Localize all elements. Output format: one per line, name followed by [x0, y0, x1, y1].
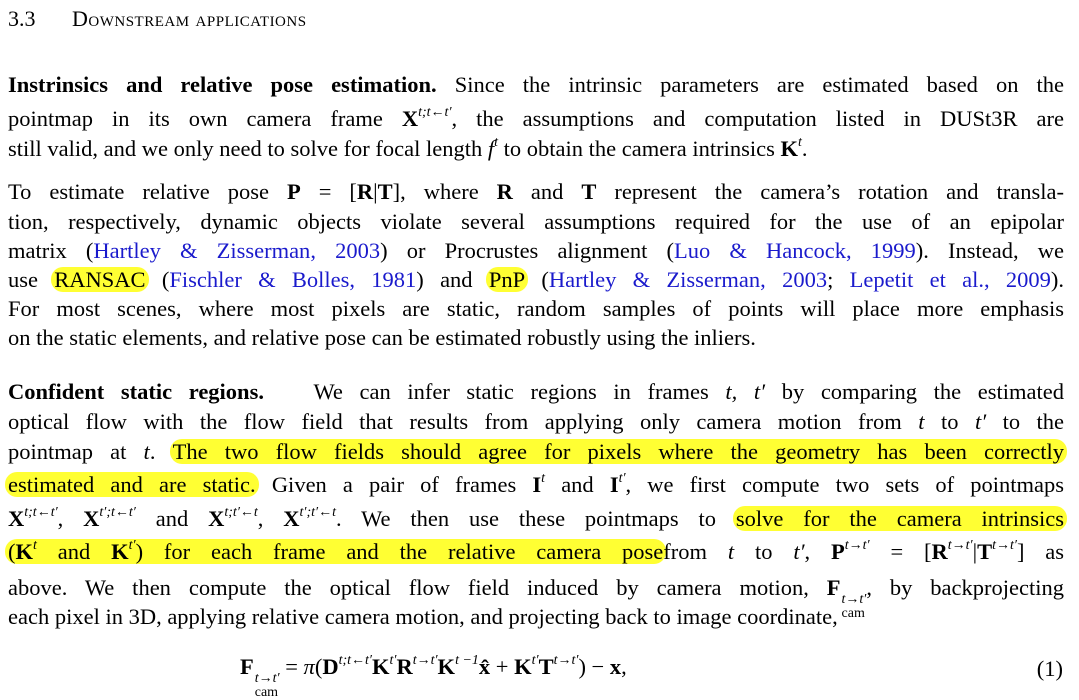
equation-1: F t→t′ cam = $\pi(D^{t;t\leftarrow t'}K^{t'}R^{t\to t'}K^{t -1}x̂ + K^{t'}T^{t\to t'}) - x$, — [240, 653, 627, 700]
section-number: 3.3 — [8, 6, 36, 31]
cite-lepetit[interactable]: Lepetit et al., 2009 — [849, 267, 1051, 292]
highlight-solve-intrinsics-1[interactable]: solve for the camera intrinsics — [733, 506, 1067, 531]
section-heading — [8, 6, 307, 32]
cite-luo-hancock[interactable]: Luo & Hancock, 1999 — [674, 238, 916, 263]
p2-line-6: on the static elements, and relative pose can be estimated robustly using the inliers. — [8, 325, 756, 350]
p3-line-5: $X^{t;t\leftarrow t'}$, $X^{t';t\leftarrow t'}$ and $X^{t;t'\leftarrow t}$, $X^{t';t'\leftarrow t}$. We then use these pointmaps to solve for the camera intrinsics — [8, 504, 1064, 534]
p3-line-2: optical flow with the flow field that results from applying only camera motion from t to t′ to the — [8, 409, 1065, 434]
section-title: Downstream applications — [72, 6, 307, 31]
p3-line-6: ($K^t$ and $K^{t'}$) for each frame and the relative camera posefrom t to t′, $P^{t\to t'} = [R^{t\to t'}|T^{t\to t'}]$ as — [8, 537, 1064, 567]
highlight-solve-intrinsics-2[interactable]: ($K^t$ and $K^{t'}$) for each frame and the relative camera pose — [5, 539, 666, 564]
p3-line-4: estimated and are static. Given a pair of frames $I^t$ and $I^{t'}$, we first compute two sets of pointmaps — [8, 470, 1064, 500]
equation-number: (1) — [1036, 656, 1063, 681]
p2-line-4: use RANSAC (Fischler & Bolles, 1981) and PnP (Hartley & Zisserman, 2003; Lepetit et al., 2009). — [8, 267, 1065, 292]
cite-hartley-zisserman[interactable]: Hartley & Zisserman, 2003 — [93, 238, 381, 263]
p1-heading: Instrinsics and relative pose estimation. — [8, 72, 437, 97]
highlight-flow-agree-1[interactable]: The two flow fields should agree for pixels where the geometry has been correctly — [170, 439, 1067, 464]
p3-line-8: each pixel in 3D, applying relative camera motion, and projecting back to image coordinate, — [8, 604, 838, 629]
p3-line-1: Confident static regions. We can infer static regions in frames t, t′ by comparing the estimated — [8, 379, 1064, 404]
p3-line-7: above. We then compute the optical flow field induced by camera motion, F t→t′ cam , by backprojecting — [8, 575, 1065, 621]
p1-line-1: Instrinsics and relative pose estimation. Since the intrinsic parameters are estimated based on the — [8, 72, 1065, 97]
highlight-ransac[interactable]: RANSAC — [51, 267, 148, 292]
p3-heading: Confident static regions. — [8, 379, 264, 404]
cite-hartley-zisserman-2[interactable]: Hartley & Zisserman, 2003 — [548, 267, 828, 292]
p1-line-3: still valid, and we only need to solve for focal length $f^t$ to obtain the camera intrinsics $K^t$. — [8, 135, 808, 161]
highlight-pnp[interactable]: PnP — [486, 267, 528, 292]
p2-line-1: To estimate relative pose P = [R|T], where R and T represent the camera’s rotation and transla- — [8, 179, 1064, 204]
p2-line-3: matrix (Hartley & Zisserman, 2003) or Procrustes alignment (Luo & Hancock, 1999). Instead, we — [8, 238, 1064, 263]
p1-line-2: pointmap in its own camera frame $X^{t;t\leftarrow t'}$, the assumptions and computation listed in DUSt3R are — [8, 105, 1065, 131]
cite-fischler-bolles[interactable]: Fischler & Bolles, 1981 — [169, 267, 417, 292]
highlight-flow-agree-2[interactable]: estimated and are static. — [5, 472, 259, 497]
p2-line-2: tion, respectively, dynamic objects violate several assumptions required for the use of an epipolar — [8, 209, 1064, 234]
p3-line-3: pointmap at t. The two flow fields should agree for pixels where the geometry has been correctly — [8, 437, 1064, 467]
p2-line-5: For most scenes, where most pixels are static, random samples of points will place more emphasis — [8, 296, 1064, 321]
